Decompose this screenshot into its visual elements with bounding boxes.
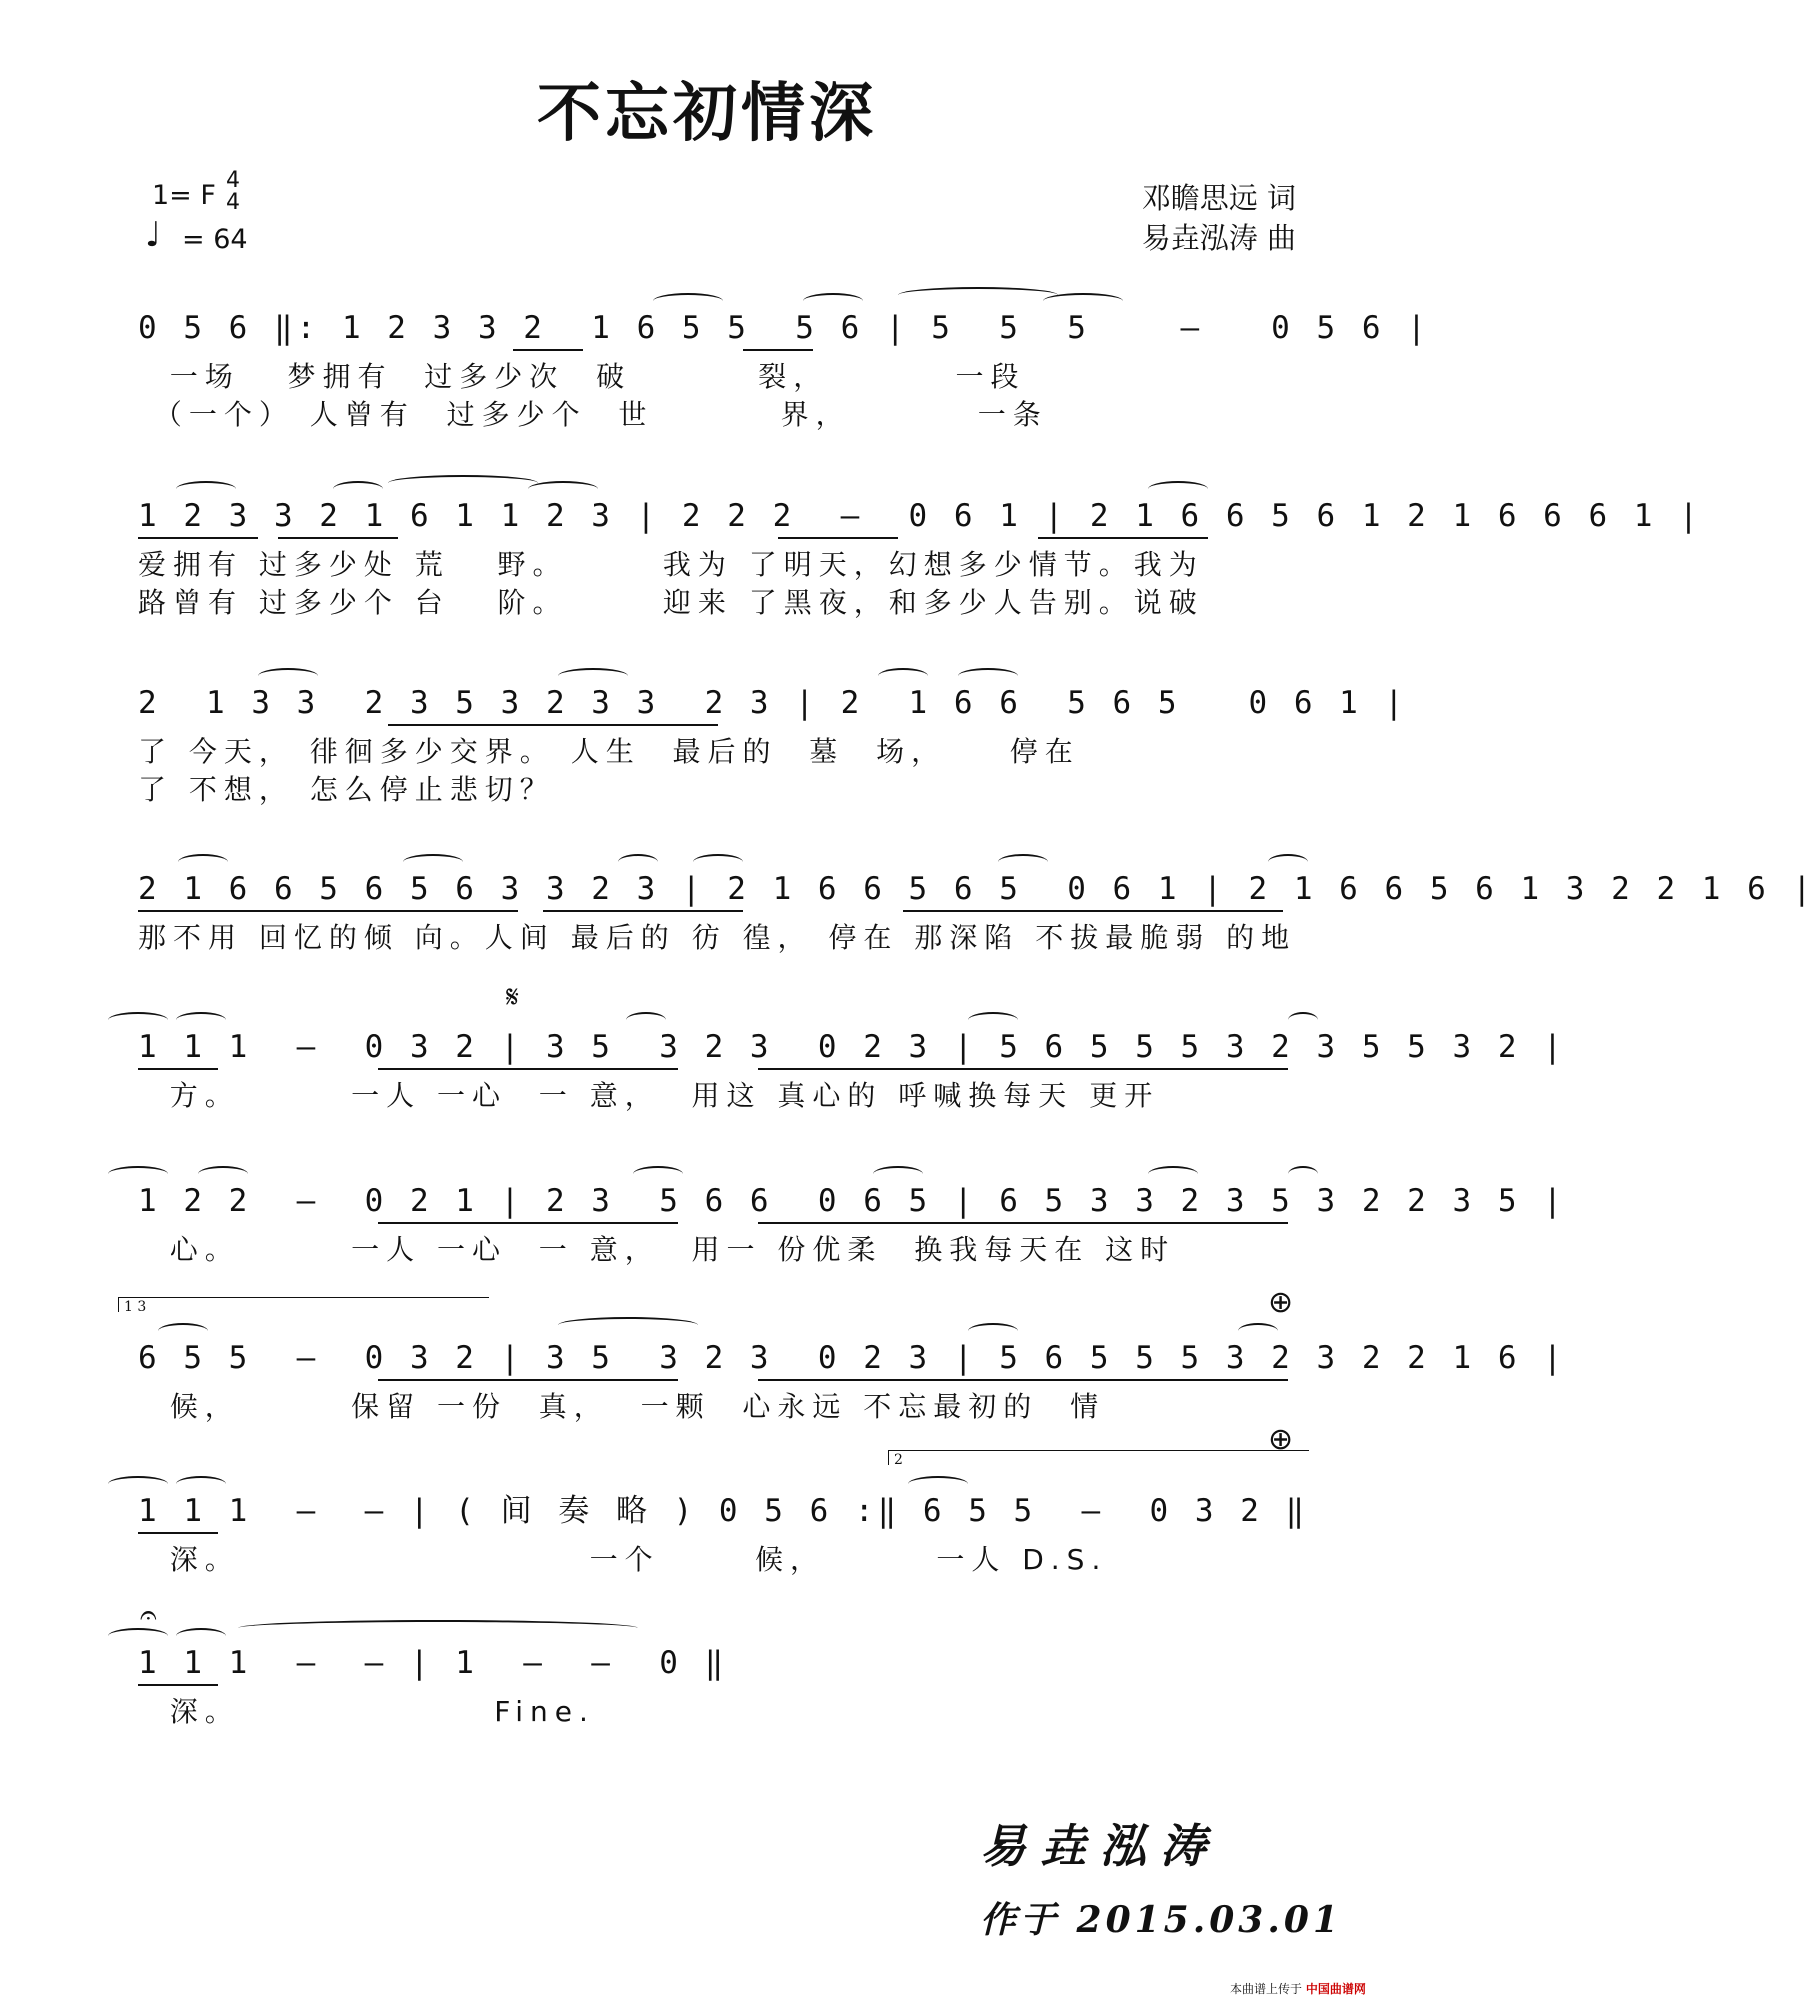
beam <box>138 1068 218 1070</box>
beam <box>513 349 583 351</box>
slur <box>873 1166 923 1182</box>
score-system-8 <box>138 1422 1309 1638</box>
slur <box>633 1166 683 1182</box>
lyric-verse-1: 深。 一个 候， 一人 D.S. <box>138 1543 1108 1576</box>
slur <box>558 1317 698 1333</box>
slur <box>108 1628 168 1644</box>
page-title: 不忘初情深 <box>537 77 877 151</box>
slur <box>108 1012 168 1028</box>
notation-line: 1 1 1 – 0 3 2 | 3 5 3 2 3 0 2 3 | 5 6 5 5 5 3 2 3 5 5 3 2 | <box>138 1029 1566 1065</box>
volta-number: 2 <box>894 1452 903 1468</box>
lyric-verse-1: 了 今天， 徘徊多少交界。 人生 最后的 墓 场， 停在 <box>138 735 1080 768</box>
lyric-verse-1: 心。 一人 一心 一 意， 用一 份优柔 换我每天在 这时 <box>138 1233 1176 1266</box>
beam <box>138 910 518 912</box>
slur <box>108 1166 168 1182</box>
volta-number: 1 3 <box>124 1299 147 1315</box>
volta-bracket-2 <box>888 1450 1309 1465</box>
slur <box>176 481 236 497</box>
footer-site-link[interactable]: 中国曲谱网 <box>1305 1982 1366 1996</box>
beam <box>138 1684 218 1686</box>
composition-date: 作于 2015.03.01 <box>980 1899 1342 1941</box>
key-signature: 1= F <box>152 180 216 211</box>
lyric-verse-1: 方。 一人 一心 一 意， 用这 真心的 呼喊换每天 更开 <box>138 1079 1160 1112</box>
time-signature <box>226 170 240 214</box>
notation-line: 1 2 2 – 0 2 1 | 2 3 5 6 6 0 6 5 | 6 5 3 3 2 3 5 3 2 2 3 5 | <box>138 1183 1566 1219</box>
footer-text: 本曲谱上传于 <box>1230 1982 1303 1996</box>
time-bottom: 4 <box>226 190 240 215</box>
beam <box>758 1068 1288 1070</box>
notation-line: 1 1 1 – – | ( 间 奏 略 ) 0 5 6 :‖ 6 5 5 – 0 3 2 ‖ <box>138 1493 1309 1529</box>
lyric-verse-1: 候， 保留 一份 真， 一颗 心永远 不忘最初的 情 <box>138 1390 1106 1423</box>
slur <box>908 1476 968 1492</box>
slur <box>1288 1166 1318 1182</box>
notation-line: 6 5 5 – 0 3 2 | 3 5 3 2 3 0 2 3 | 5 6 5 5 5 3 2 3 2 2 1 6 | <box>138 1340 1566 1376</box>
slur <box>176 1628 226 1644</box>
slur <box>528 481 598 497</box>
slur <box>198 1166 248 1182</box>
beam <box>758 1379 1288 1381</box>
beam <box>378 1068 678 1070</box>
slur <box>653 293 723 309</box>
slur <box>626 1012 666 1028</box>
beam <box>758 1222 1288 1224</box>
volta-bracket-1 <box>118 1297 489 1312</box>
slur <box>176 1476 226 1492</box>
slur <box>958 668 1018 684</box>
beam <box>378 1222 678 1224</box>
slur <box>176 1012 226 1028</box>
beam <box>388 724 718 726</box>
beam <box>743 349 813 351</box>
slur <box>1148 481 1208 497</box>
slur <box>258 668 318 684</box>
credits <box>1142 178 1296 258</box>
notation-line: 2 1 6 6 5 6 5 6 3 3 2 3 | 2 1 6 6 5 6 5 0 6 1 | 2 1 6 6 5 6 1 3 2 2 1 6 | <box>138 871 1815 907</box>
slur <box>238 1620 638 1636</box>
score-system-4 <box>138 866 1815 1016</box>
beam <box>378 1379 678 1381</box>
lyric-verse-1: 深。 Fine. <box>138 1695 595 1728</box>
composer-signature: 易垚泓涛 <box>980 1819 1220 1873</box>
lyric-verse-2: 路曾有 过多少个 台 阶。 迎来 了黑夜，和多少人告别。说破 <box>138 586 1204 619</box>
coda-icon: ⊕ <box>1268 1422 1294 1457</box>
notation-line: 0 5 6 ‖: 1 2 3 3 2 1 6 5 5 5 6 | 5 5 5 – 0 5 6 | <box>138 310 1430 346</box>
beam <box>138 1532 218 1534</box>
slur <box>333 481 383 497</box>
slur <box>803 293 863 309</box>
slur <box>403 854 463 870</box>
tempo-value: = 64 <box>182 224 248 255</box>
lyric-verse-1: 一场 梦拥有 过多少次 破 裂， 一段 <box>138 360 1026 393</box>
beam <box>1038 537 1208 539</box>
score-system-9 <box>138 1598 1308 1790</box>
slur <box>1148 1166 1198 1182</box>
slur <box>1268 854 1308 870</box>
slur <box>618 854 658 870</box>
slur <box>108 1476 168 1492</box>
notation-line: 1 1 1 – – | 1 – – 0 ‖ <box>138 1645 728 1681</box>
score-system-2 <box>138 493 1702 643</box>
slur <box>898 287 1058 303</box>
time-top: 4 <box>226 168 240 193</box>
slur <box>998 854 1048 870</box>
score-system-5 <box>138 980 1566 1174</box>
slur <box>158 1323 208 1339</box>
beam <box>543 910 743 912</box>
beam <box>903 910 1283 912</box>
beam <box>138 537 258 539</box>
score-system-3 <box>138 680 1408 830</box>
segno-icon: 𝄋 <box>506 980 519 1015</box>
slur <box>968 1012 1018 1028</box>
notation-line: 2 1 3 3 2 3 5 3 2 3 3 2 3 | 2 1 6 6 5 6 5 0 6 1 | <box>138 685 1408 721</box>
slur <box>558 668 628 684</box>
slur <box>178 854 228 870</box>
slur <box>1238 1323 1278 1339</box>
slur <box>388 475 538 491</box>
footer <box>1230 1980 1366 1997</box>
lyricist: 邓瞻思远 词 <box>1141 181 1296 215</box>
slur <box>878 668 928 684</box>
slur <box>1288 1012 1318 1028</box>
lyric-verse-1: 爱拥有 过多少处 荒 野。 我为 了明天，幻想多少情节。我为 <box>138 548 1204 581</box>
slur <box>693 854 743 870</box>
tempo-note-icon: ♩ <box>145 215 162 255</box>
slur <box>1043 293 1123 309</box>
beam <box>278 537 398 539</box>
slur <box>968 1323 1018 1339</box>
beam <box>778 537 898 539</box>
coda-icon: ⊕ <box>1268 1285 1294 1320</box>
lyric-verse-2: （一个） 人曾有 过多少个 世 界， 一条 <box>138 398 1048 431</box>
score-system-1 <box>138 305 1430 455</box>
lyric-verse-1: 那不用 回忆的倾 向。人间 最后的 彷 徨， 停在 那深陷 不拔最脆弱 的地 <box>138 921 1297 954</box>
composer: 易垚泓涛 曲 <box>1141 221 1296 255</box>
fermata-icon: 𝄐 <box>140 1598 157 1633</box>
notation-line: 1 2 3 3 2 1 6 1 1 2 3 | 2 2 2 – 0 6 1 | 2 1 6 6 5 6 1 2 1 6 6 6 1 | <box>138 498 1702 534</box>
lyric-verse-2: 了 不想， 怎么停止悲切？ <box>138 773 555 806</box>
